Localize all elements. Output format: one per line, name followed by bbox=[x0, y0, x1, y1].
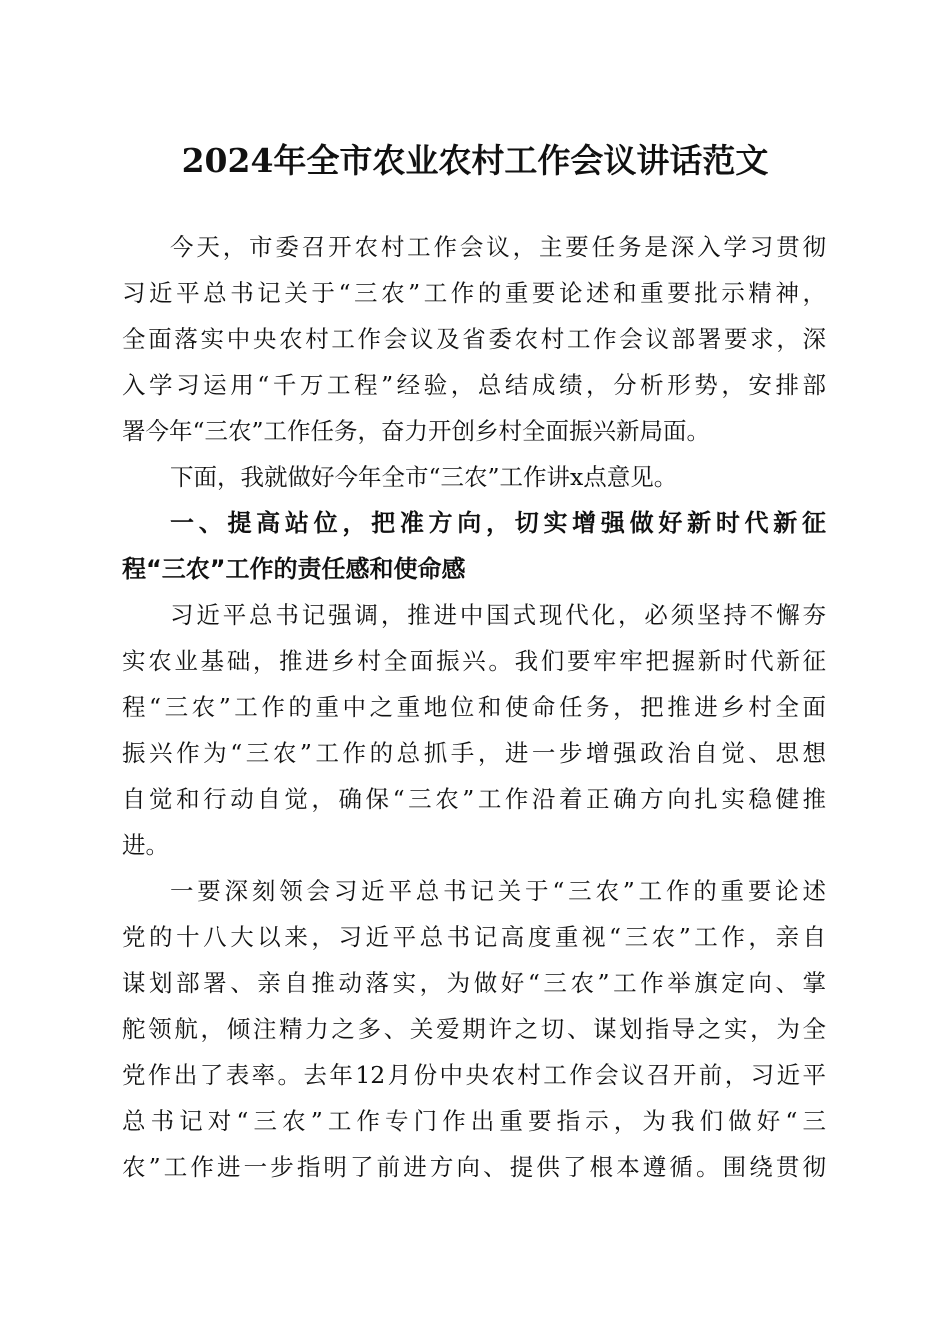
paragraph-line: 实农业基础，推进乡村全面振兴。我们要牢牢把握新时代新征 bbox=[122, 647, 826, 675]
paragraph-line: 舵领航，倾注精力之多、关爱期许之切、谋划指导之实，为全 bbox=[122, 1015, 826, 1043]
paragraph-line: 党的十八大以来，习近平总书记高度重视“三农”工作，亲自 bbox=[122, 923, 826, 951]
paragraph-line: 习近平总书记关于“三农”工作的重要论述和重要批示精神， bbox=[122, 279, 826, 307]
paragraph-line: 下面，我就做好今年全市“三农”工作讲x点意见。 bbox=[170, 463, 678, 491]
paragraph-line: 自觉和行动自觉，确保“三农”工作沿着正确方向扎实稳健推 bbox=[122, 785, 826, 813]
paragraph-line: 党作出了表率。去年12月份中央农村工作会议召开前，习近平 bbox=[122, 1061, 826, 1089]
paragraph-line: 全面落实中央农村工作会议及省委农村工作会议部署要求，深 bbox=[122, 325, 826, 353]
paragraph-line: 振兴作为“三农”工作的总抓手，进一步增强政治自觉、思想 bbox=[122, 739, 826, 767]
paragraph-line: 总书记对“三农”工作专门作出重要指示，为我们做好“三 bbox=[122, 1107, 826, 1135]
paragraph-line: 谋划部署、亲自推动落实，为做好“三农”工作举旗定向、掌 bbox=[122, 969, 826, 997]
paragraph-line: 署今年“三农”工作任务，奋力开创乡村全面振兴新局面。 bbox=[122, 417, 711, 445]
section-heading-line: 一、提高站位，把准方向，切实增强做好新时代新征 bbox=[170, 509, 826, 537]
paragraph-line: 今天，市委召开农村工作会议，主要任务是深入学习贯彻 bbox=[170, 233, 826, 261]
paragraph-line: 一要深刻领会习近平总书记关于“三农”工作的重要论述 bbox=[170, 877, 826, 905]
paragraph-line: 习近平总书记强调，推进中国式现代化，必须坚持不懈夯 bbox=[170, 601, 826, 629]
paragraph-line: 农”工作进一步指明了前进方向、提供了根本遵循。围绕贯彻 bbox=[122, 1153, 826, 1181]
paragraph-line: 程“三农”工作的重中之重地位和使命任务，把推进乡村全面 bbox=[122, 693, 826, 721]
document-title: 2024年全市农业农村工作会议讲话范文 bbox=[181, 141, 769, 180]
paragraph-line: 进。 bbox=[122, 831, 169, 859]
paragraph-line: 入学习运用“千万工程”经验，总结成绩，分析形势，安排部 bbox=[122, 371, 826, 399]
section-heading-line: 程“三农”工作的责任感和使命感 bbox=[122, 555, 466, 583]
